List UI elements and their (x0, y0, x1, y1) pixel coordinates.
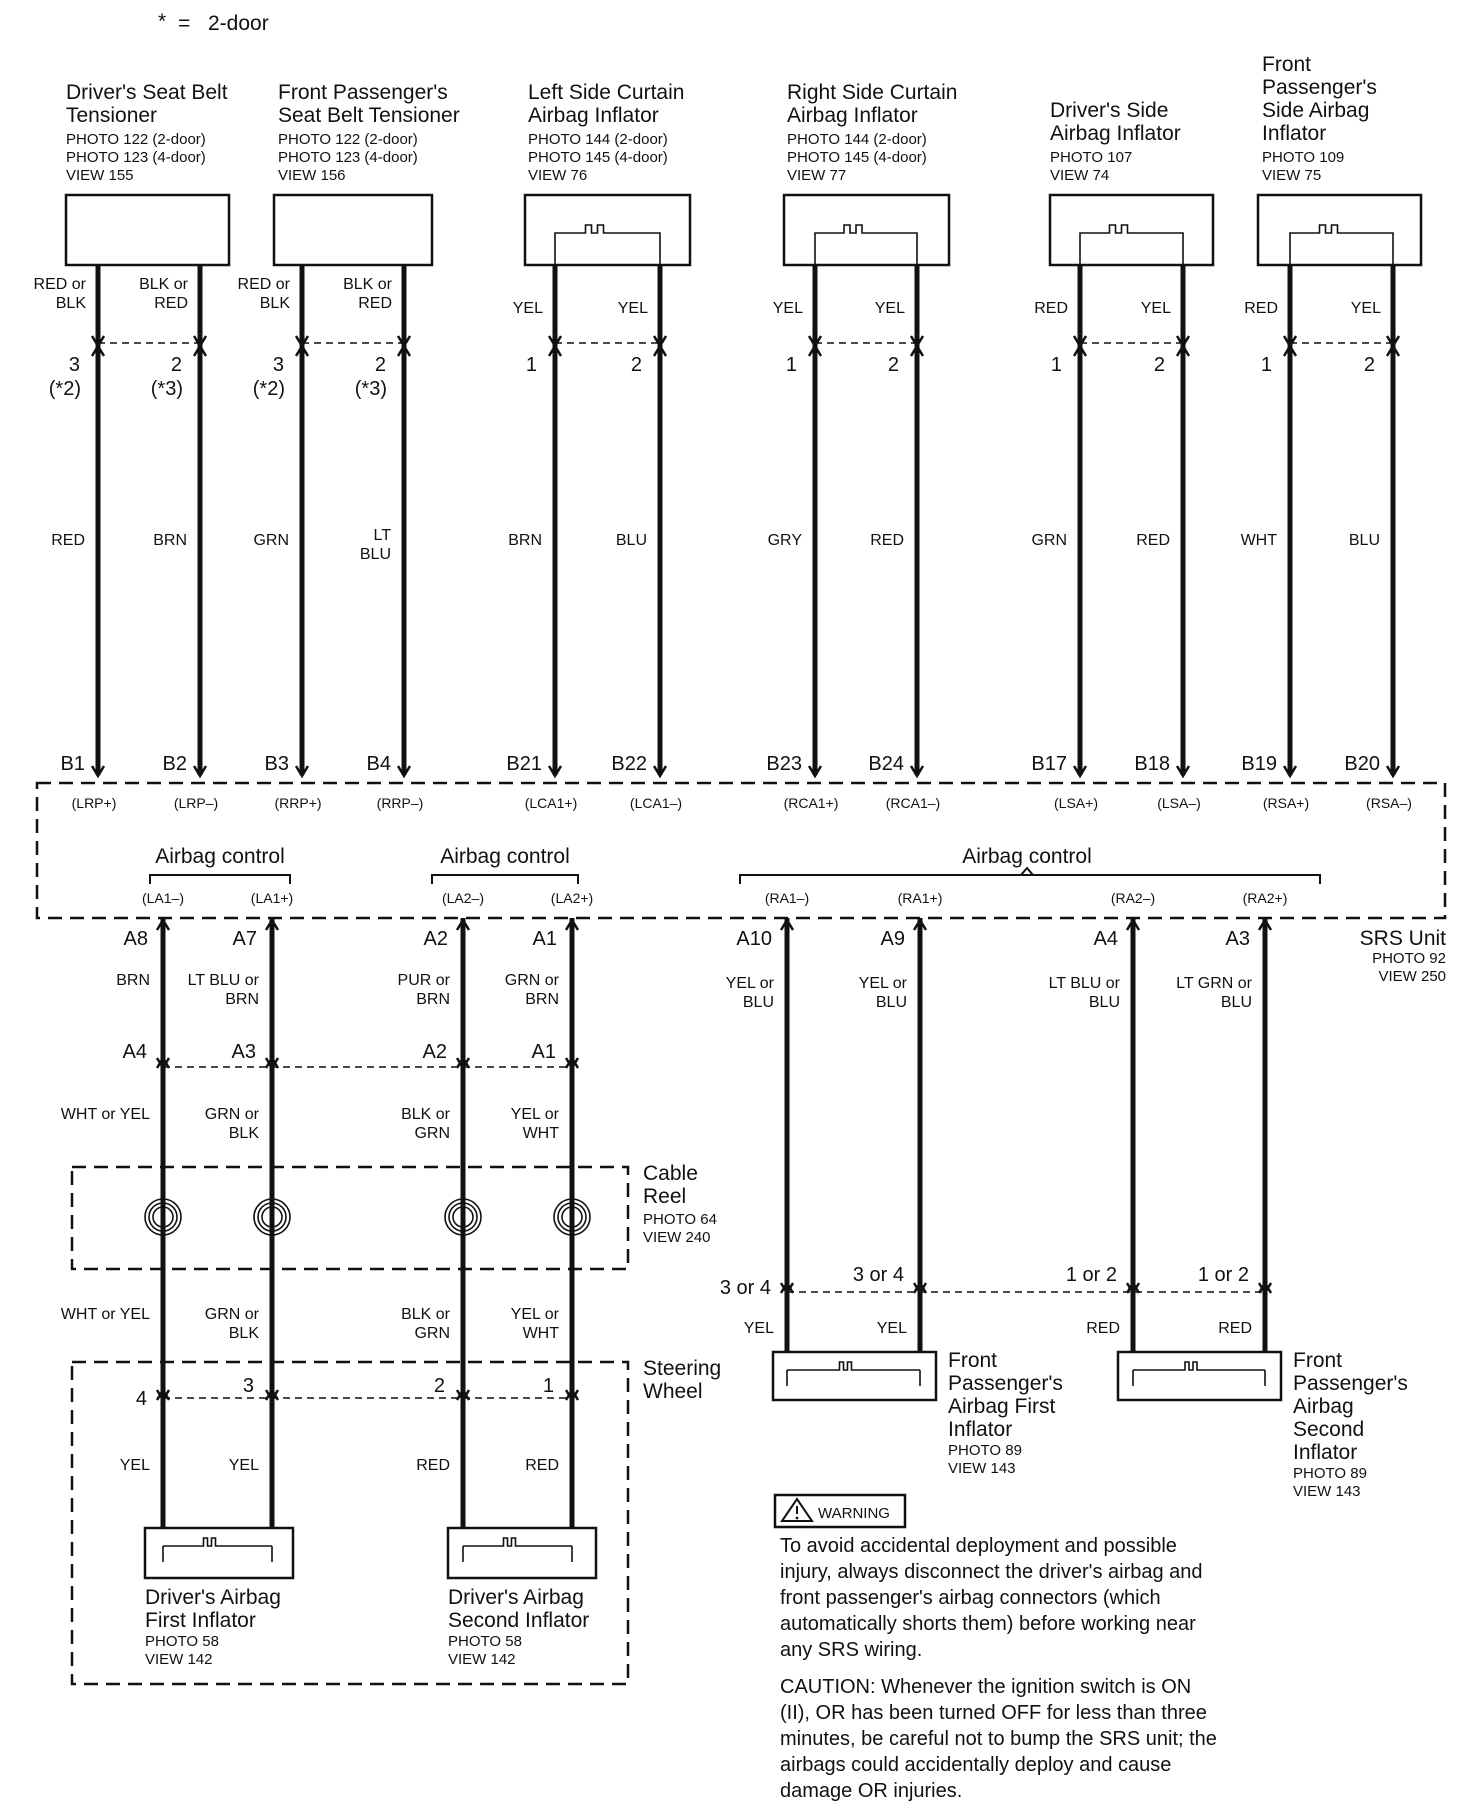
warning-text: front passenger's airbag connectors (which (780, 1587, 1161, 1609)
wire-color-label: LT BLU or (1048, 975, 1120, 992)
wire-color-label: WHT or YEL (60, 1106, 150, 1123)
wire-color-label: BRN (153, 532, 187, 549)
component-name: Passenger's (1262, 76, 1377, 99)
wire-color-label: RED (870, 532, 904, 549)
inflator-name: Inflator (948, 1418, 1013, 1441)
unit-pin: B22 (611, 753, 647, 775)
inflator-squib-icon (555, 225, 660, 265)
connector-pin: 1 or 2 (1197, 1264, 1249, 1286)
inflator-ref: PHOTO 58 (448, 1633, 522, 1650)
unit-pin: A9 (880, 928, 905, 950)
wire-color-label: WHT or YEL (60, 1306, 150, 1323)
pin-note: (*2) (48, 378, 81, 400)
component-ref: PHOTO 122 (2-door) (278, 131, 418, 148)
inflator-name: Front (1293, 1349, 1343, 1372)
unit-pin: B21 (506, 753, 542, 775)
wire-color-label: LT BLU or (187, 972, 259, 989)
component-name: Right Side Curtain (787, 81, 958, 104)
signal-name: (LCA1–) (629, 795, 683, 811)
unit-pin: A8 (123, 928, 148, 950)
component-name: Airbag Inflator (787, 104, 918, 127)
inflator-squib-icon (163, 1538, 272, 1562)
component-ref: PHOTO 123 (4-door) (66, 149, 206, 166)
wire-color-label: YEL (617, 300, 648, 317)
signal-name: (RCA1+) (783, 795, 839, 811)
connector-pin: 2 (433, 1375, 445, 1397)
wire-color-label: GRN (1031, 532, 1067, 549)
pin-note: (*2) (252, 378, 285, 400)
wire-color-label: GRN or (204, 1106, 259, 1123)
connector-pin: 3 or 4 (852, 1264, 904, 1286)
connector-pin: A2 (422, 1041, 447, 1063)
warning-text: injury, always disconnect the driver's airbag and (780, 1561, 1203, 1583)
component-connector-lsc (525, 195, 690, 265)
component-ref: PHOTO 122 (2-door) (66, 131, 206, 148)
signal-name: (RA2+) (1242, 890, 1288, 906)
inflator-squib-icon (815, 225, 917, 265)
inflator-name: First Inflator (145, 1609, 256, 1632)
airbag-control-label: Airbag control (155, 845, 285, 868)
component-name: Front Passenger's (278, 81, 448, 104)
cable-reel-name: Cable (643, 1162, 698, 1185)
wire-color-label: YEL (228, 1457, 259, 1474)
component-ref: VIEW 75 (1262, 167, 1322, 184)
component-connector-fpsa (1258, 195, 1421, 265)
wire-color-label: BLK or (343, 276, 392, 293)
wire-color-label: RED (1086, 1320, 1120, 1337)
component-connector-dsbt (66, 195, 229, 265)
legend-equals: = (178, 12, 191, 35)
connector-pin: A1 (531, 1041, 556, 1063)
component-name: Side Airbag (1262, 99, 1370, 122)
unit-pin: B2 (162, 753, 187, 775)
unit-pin: B17 (1031, 753, 1067, 775)
inflator-ref: VIEW 143 (1293, 1483, 1361, 1500)
wire-color-label: RED (154, 295, 188, 312)
inflator-squib-icon (1290, 225, 1393, 265)
signal-name: (LA2+) (550, 890, 594, 906)
wire-color-label: BLU (1220, 994, 1252, 1011)
unit-pin: A2 (423, 928, 448, 950)
wire-color-label: BLU (359, 546, 391, 563)
srs-unit-ref: PHOTO 92 (1372, 950, 1446, 967)
pin-number: 2 (630, 354, 642, 376)
wire-color-label: BLK (228, 1125, 259, 1142)
pin-note: (*3) (150, 378, 183, 400)
wire-color-label: RED (1218, 1320, 1252, 1337)
wire-color-label: RED or (33, 276, 86, 293)
wire-color-label: WHT (522, 1125, 559, 1142)
warning-triangle-icon (796, 1517, 799, 1520)
component-name: Driver's Seat Belt (66, 81, 228, 104)
warning-text: To avoid accidental deployment and possible (780, 1535, 1177, 1557)
pin-number: 3 (272, 354, 284, 376)
connector-pin: A4 (122, 1041, 147, 1063)
unit-pin: B20 (1344, 753, 1380, 775)
component-name: Seat Belt Tensioner (278, 104, 460, 127)
component-ref: VIEW 74 (1050, 167, 1110, 184)
wire-color-label: BLU (1348, 532, 1380, 549)
wire-color-label: BRN (525, 991, 559, 1008)
unit-pin: A1 (532, 928, 557, 950)
wire-color-label: RED (51, 532, 85, 549)
wire-color-label: BLU (1088, 994, 1120, 1011)
signal-name: (LRP–) (173, 795, 219, 811)
wire-color-label: BLK or (401, 1306, 450, 1323)
connector-pin: 3 (242, 1375, 254, 1397)
signal-name: (RA1–) (764, 890, 810, 906)
wire-color-label: GRN (253, 532, 289, 549)
component-ref: VIEW 156 (278, 167, 346, 184)
signal-name: (RRP–) (376, 795, 424, 811)
unit-pin: A3 (1225, 928, 1250, 950)
legend-text: 2-door (208, 12, 269, 35)
driver-airbag-connector (448, 1528, 596, 1578)
unit-pin: B19 (1241, 753, 1277, 775)
signal-name: (LA1–) (141, 890, 185, 906)
component-name: Inflator (1262, 122, 1327, 145)
unit-pin: B18 (1134, 753, 1170, 775)
driver-airbag-connector (145, 1528, 293, 1578)
component-connector-dsa (1050, 195, 1213, 265)
wire-color-label: YEL (876, 1320, 907, 1337)
component-ref: PHOTO 145 (4-door) (787, 149, 927, 166)
group-bracket (150, 875, 290, 884)
component-name: Left Side Curtain (528, 81, 685, 104)
wire-color-label: BLK (259, 295, 290, 312)
component-name: Airbag Inflator (528, 104, 659, 127)
wire-color-label: BLK or (401, 1106, 450, 1123)
wire-color-label: BLU (742, 994, 774, 1011)
unit-pin: A4 (1093, 928, 1118, 950)
signal-name: (RRP+) (274, 795, 322, 811)
signal-name: (LRP+) (71, 795, 117, 811)
inflator-name: Airbag First (948, 1395, 1056, 1418)
component-ref: PHOTO 107 (1050, 149, 1133, 166)
inflator-ref: PHOTO 58 (145, 1633, 219, 1650)
unit-pin: A7 (232, 928, 257, 950)
component-name: Airbag Inflator (1050, 122, 1181, 145)
component-name: Driver's Side (1050, 99, 1169, 122)
legend-symbol: * (158, 10, 167, 33)
unit-pin: B3 (264, 753, 289, 775)
connector-pin: 1 (542, 1375, 554, 1397)
pin-note: (*3) (354, 378, 387, 400)
wire-color-label: GRN or (204, 1306, 259, 1323)
wire-color-label: YEL or (510, 1106, 559, 1123)
wire-color-label: RED (1244, 300, 1278, 317)
warning-text: any SRS wiring. (780, 1639, 923, 1661)
pin-number: 2 (1153, 354, 1165, 376)
wire-color-label: YEL (772, 300, 803, 317)
inflator-name: Second (1293, 1418, 1365, 1441)
wire-color-label: YEL (512, 300, 543, 317)
wire-color-label: BLU (615, 532, 647, 549)
warning-text: automatically shorts them) before working near (780, 1613, 1196, 1635)
unit-pin: B4 (366, 753, 391, 775)
wire-color-label: YEL (743, 1320, 774, 1337)
caution-text: minutes, be careful not to bump the SRS unit; the (780, 1728, 1217, 1750)
wire-color-label: BRN (508, 532, 542, 549)
signal-name: (LCA1+) (524, 795, 578, 811)
passenger-airbag-connector (773, 1352, 936, 1400)
passenger-airbag-connector (1118, 1352, 1281, 1400)
caution-text: airbags could accidentally deploy and cause (780, 1754, 1172, 1776)
wire-color-label: RED (1136, 532, 1170, 549)
unit-pin: A10 (736, 928, 772, 950)
wire-color-label: YEL (1140, 300, 1171, 317)
signal-name: (RSA+) (1262, 795, 1310, 811)
pin-number: 2 (374, 354, 386, 376)
connector-pin: 4 (135, 1388, 147, 1410)
inflator-squib-icon (1080, 225, 1183, 265)
pin-number: 1 (1050, 354, 1062, 376)
wire-color-label: RED or (237, 276, 290, 293)
wire-color-label: RED (525, 1457, 559, 1474)
wire-color-label: BRN (116, 972, 150, 989)
component-ref: VIEW 77 (787, 167, 847, 184)
wire-color-label: RED (1034, 300, 1068, 317)
wire-color-label: BLK (55, 295, 86, 312)
signal-name: (LSA+) (1054, 795, 1098, 811)
wire-color-label: YEL or (725, 975, 774, 992)
inflator-ref: VIEW 142 (448, 1651, 516, 1668)
srs-unit-name: SRS Unit (1359, 927, 1446, 950)
pin-number: 1 (785, 354, 797, 376)
cable-reel-box (72, 1167, 628, 1269)
signal-name: (RCA1–) (885, 795, 941, 811)
component-ref: PHOTO 144 (2-door) (787, 131, 927, 148)
caution-text: (II), OR has been turned OFF for less than three (780, 1702, 1207, 1724)
airbag-control-label: Airbag control (440, 845, 570, 868)
wire-color-label: GRN (414, 1325, 450, 1342)
inflator-name: Airbag (1293, 1395, 1354, 1418)
connector-pin: 3 or 4 (719, 1277, 771, 1299)
caution-text: CAUTION: Whenever the ignition switch is ON (780, 1676, 1192, 1698)
signal-name: (LA1+) (250, 890, 294, 906)
inflator-ref: PHOTO 89 (1293, 1465, 1367, 1482)
unit-pin: B23 (766, 753, 802, 775)
wire-color-label: RED (416, 1457, 450, 1474)
component-ref: VIEW 155 (66, 167, 134, 184)
component-ref: PHOTO 123 (4-door) (278, 149, 418, 166)
steering-wheel-name: Wheel (643, 1380, 703, 1403)
wire-color-label: PUR or (397, 972, 450, 989)
inflator-name: Driver's Airbag (145, 1586, 281, 1609)
caution-text: damage OR injuries. (780, 1780, 963, 1802)
wire-color-label: GRN (414, 1125, 450, 1142)
inflator-ref: VIEW 143 (948, 1460, 1016, 1477)
unit-pin: B24 (868, 753, 904, 775)
wire-color-label: WHT (522, 1325, 559, 1342)
group-bracket (432, 875, 578, 884)
signal-name: (LA2–) (441, 890, 485, 906)
group-bracket (1021, 868, 1033, 875)
component-ref: VIEW 76 (528, 167, 588, 184)
component-connector-fpsbt (274, 195, 432, 265)
wire-color-label: LT GRN or (1176, 975, 1252, 992)
wire-color-label: GRY (767, 532, 802, 549)
inflator-ref: VIEW 142 (145, 1651, 213, 1668)
wire-color-label: YEL (119, 1457, 150, 1474)
pin-number: 1 (525, 354, 537, 376)
pin-number: 1 (1260, 354, 1272, 376)
wire-color-label: YEL or (510, 1306, 559, 1323)
signal-name: (RSA–) (1366, 795, 1412, 811)
signal-name: (LSA–) (1157, 795, 1201, 811)
wire-color-label: YEL (874, 300, 905, 317)
inflator-squib-icon (1133, 1362, 1265, 1386)
wire-color-label: GRN or (504, 972, 559, 989)
connector-pin: 1 or 2 (1065, 1264, 1117, 1286)
component-name: Front (1262, 53, 1312, 76)
group-bracket (740, 875, 1320, 884)
wire-color-label: BLK (228, 1325, 259, 1342)
wire-color-label: YEL or (858, 975, 907, 992)
inflator-name: Second Inflator (448, 1609, 590, 1632)
pin-number: 2 (170, 354, 182, 376)
inflator-name: Passenger's (1293, 1372, 1408, 1395)
component-ref: PHOTO 145 (4-door) (528, 149, 668, 166)
wire-color-label: WHT (1240, 532, 1277, 549)
warning-label: WARNING (818, 1505, 890, 1522)
srs-unit-ref: VIEW 250 (1378, 968, 1446, 985)
inflator-ref: PHOTO 89 (948, 1442, 1022, 1459)
inflator-name: Inflator (1293, 1441, 1358, 1464)
signal-name: (RA1+) (897, 890, 943, 906)
wire-color-label: BLK or (139, 276, 188, 293)
unit-pin: B1 (60, 753, 85, 775)
pin-number: 2 (1363, 354, 1375, 376)
wire-color-label: RED (358, 295, 392, 312)
component-name: Tensioner (66, 104, 158, 127)
wire-color-label: YEL (1350, 300, 1381, 317)
inflator-squib-icon (787, 1362, 920, 1386)
signal-name: (RA2–) (1110, 890, 1156, 906)
connector-pin: A3 (231, 1041, 256, 1063)
pin-number: 3 (68, 354, 80, 376)
cable-reel-name: Reel (643, 1185, 687, 1208)
inflator-name: Driver's Airbag (448, 1586, 584, 1609)
inflator-squib-icon (463, 1538, 572, 1562)
pin-number: 2 (887, 354, 899, 376)
cable-reel-ref: VIEW 240 (643, 1229, 711, 1246)
wire-color-label: LT (373, 527, 391, 544)
cable-reel-ref: PHOTO 64 (643, 1211, 717, 1228)
wire-color-label: BRN (225, 991, 259, 1008)
inflator-name: Passenger's (948, 1372, 1063, 1395)
airbag-control-label: Airbag control (962, 845, 1092, 868)
steering-wheel-name: Steering (643, 1357, 722, 1380)
component-connector-rsc (784, 195, 949, 265)
inflator-name: Front (948, 1349, 998, 1372)
wire-color-label: BLU (875, 994, 907, 1011)
component-ref: PHOTO 144 (2-door) (528, 131, 668, 148)
wire-color-label: BRN (416, 991, 450, 1008)
component-ref: PHOTO 109 (1262, 149, 1345, 166)
